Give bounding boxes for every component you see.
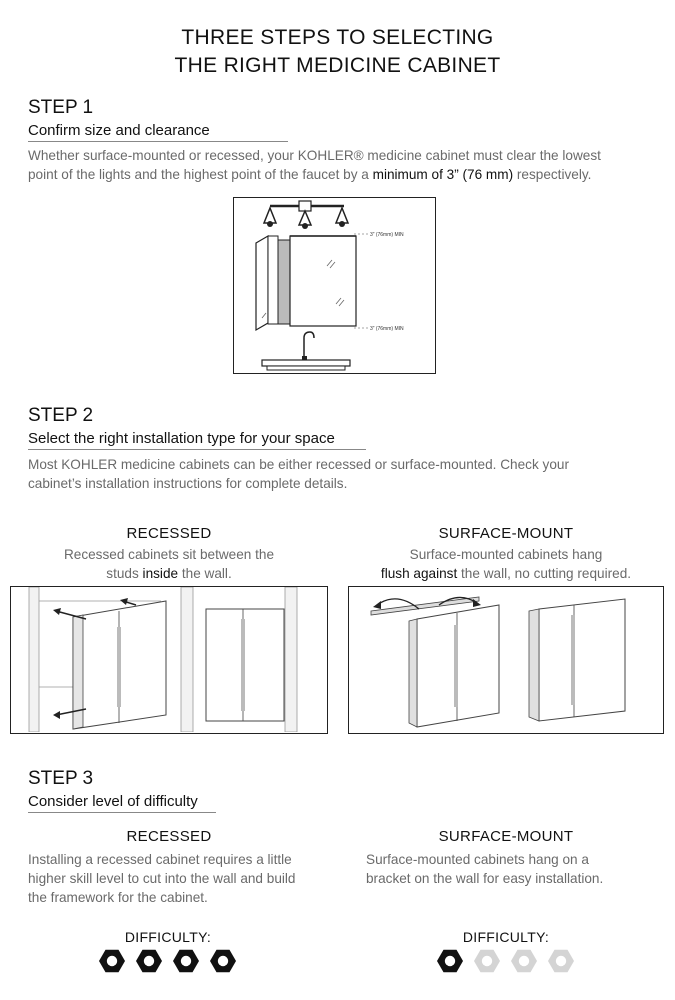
recessed-heading: RECESSED — [126, 525, 212, 542]
step1-body-line2: point of the lights and the highest point of the faucet by a minimum of 3” (76 mm) respectively. — [28, 167, 592, 182]
step3-heading: STEP 3 — [28, 768, 94, 789]
step3-surface-heading: SURFACE-MOUNT — [438, 828, 574, 845]
step3-subheading: Consider level of difficulty — [28, 793, 216, 813]
surface-difficulty-rating — [436, 947, 581, 975]
surface-difficulty-label: DIFFICULTY: — [462, 929, 550, 945]
surface-heading: SURFACE-MOUNT — [438, 525, 574, 542]
top-clearance-label: 3” (76mm) MIN — [370, 232, 404, 238]
recessed-install-drawing — [11, 587, 326, 732]
surface-difficulty-icons — [436, 947, 581, 975]
recessed-difficulty-rating — [98, 947, 243, 975]
recessed-description: Recessed cabinets sit between the studs inside the wall. — [63, 547, 275, 581]
recessed-illustration — [10, 586, 328, 734]
hex-nut-icon — [173, 950, 199, 973]
flush-emphasis: flush against — [380, 566, 458, 581]
surface-install-drawing — [349, 587, 662, 732]
surface-illustration — [348, 586, 664, 734]
page-title-line2: THE RIGHT MEDICINE CABINET — [174, 54, 501, 77]
recessed-difficulty-label: DIFFICULTY: — [124, 929, 212, 945]
step2-body — [28, 455, 648, 493]
step1-body-line1: Whether surface-mounted or recessed, your KOHLER® medicine cabinet must clear the lowest — [28, 148, 601, 163]
hex-nut-icon — [437, 950, 463, 973]
step2-subheading: Select the right installation type for your space — [28, 430, 366, 450]
hex-nut-icon — [136, 950, 162, 973]
step2-body-line1: Most KOHLER medicine cabinets can be either recessed or surface-mounted. Check your — [28, 457, 569, 472]
surface-description: Surface-mounted cabinets hang flush against the wall, no cutting required. — [380, 547, 632, 581]
hex-nut-icon — [474, 950, 500, 973]
recessed-difficulty-icons — [98, 947, 243, 975]
page-title-line1: THREE STEPS TO SELECTING — [181, 26, 494, 49]
step1-heading: STEP 1 — [28, 97, 94, 118]
light-fixture-icon — [264, 201, 348, 229]
step3-recessed-description: Installing a recessed cabinet requires a little higher skill level to cut into the wall and build the framework for the cabinet. — [28, 852, 296, 905]
hex-nut-icon — [511, 950, 537, 973]
bottom-clearance-label: 3” (76mm) MIN — [370, 326, 404, 332]
hex-nut-icon — [99, 950, 125, 973]
clearance-diagram — [233, 197, 436, 374]
step3-surface-description: Surface-mounted cabinets hang on a bracket on the wall for easy installation. — [366, 852, 604, 886]
cabinet-open-icon — [256, 236, 356, 330]
step2-body-line2: cabinet’s installation instructions for complete details. — [28, 476, 348, 491]
step1-body — [28, 146, 648, 184]
hex-nut-icon — [210, 950, 236, 973]
step1-subheading: Confirm size and clearance — [28, 122, 288, 142]
hex-nut-icon — [548, 950, 574, 973]
clearance-illustration — [234, 198, 434, 372]
clearance-emphasis: minimum of 3” (76 mm) — [372, 167, 514, 182]
step3-recessed-heading: RECESSED — [126, 828, 212, 845]
step2-heading: STEP 2 — [28, 405, 94, 426]
faucet-icon — [262, 332, 350, 370]
inside-emphasis: inside — [142, 566, 179, 581]
